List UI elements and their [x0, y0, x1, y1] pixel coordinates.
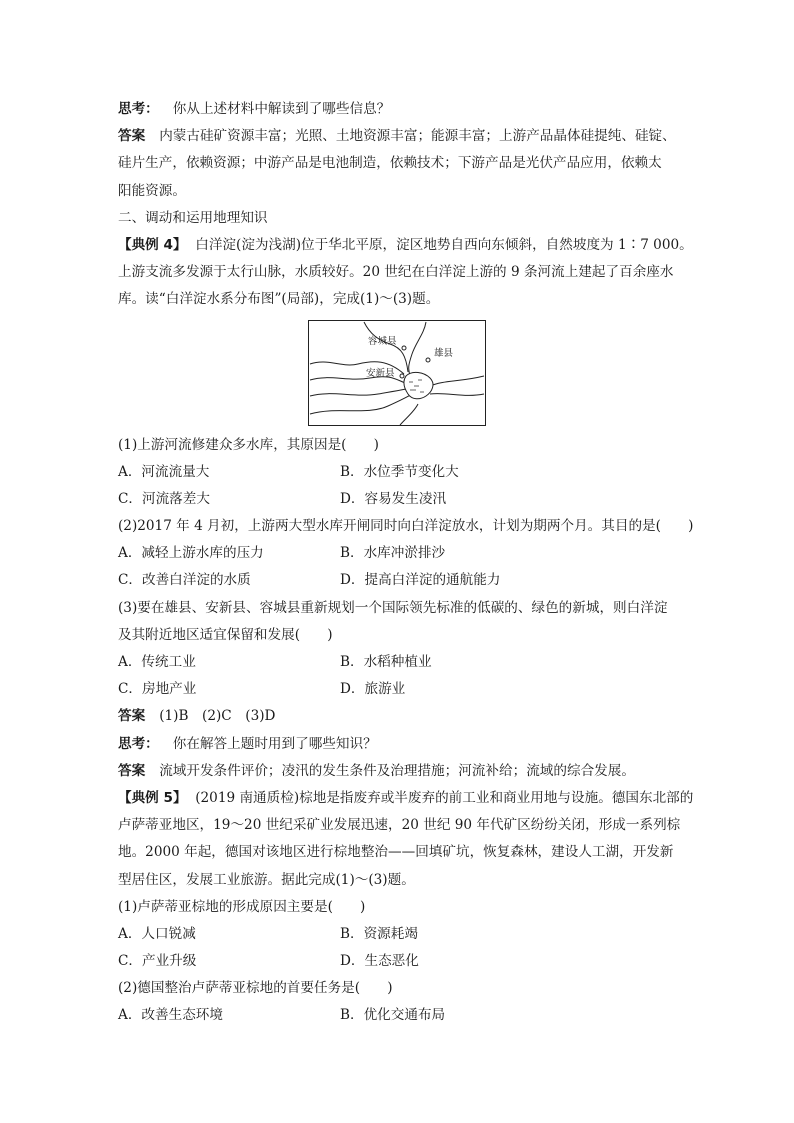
town-marker: [402, 346, 406, 350]
example-5-text: (2019 南通质检)棕地是指废弃或半废弃的前工业和商业用地与设施。德国东北部的: [195, 789, 694, 806]
option: D．提高白洋淀的通航能力: [340, 572, 501, 589]
section-heading: 二、调动和运用地理知识: [118, 209, 268, 226]
answer-1-line-2: 硅片生产，依赖资源；中游产品是电池制造，依赖技术；下游产品是光伏产品应用，依赖太: [118, 155, 662, 172]
option: A．河流流量大: [118, 463, 210, 480]
town-marker: [426, 358, 430, 362]
example-5-line-4: 型居住区，发展工业旅游。据此完成(1)～(3)题。: [118, 871, 415, 888]
answer-1-line-1: [118, 123, 686, 150]
option: D．旅游业: [340, 681, 406, 698]
think-text: 你在解答上题时用到了哪些知识？: [172, 735, 377, 752]
example-4-line-2: 上游支流多发源于太行山脉，水质较好。20 世纪在白洋淀上游的 9 条河流上建起了百余座水: [118, 264, 674, 281]
option: A．减轻上游水库的压力: [118, 545, 264, 562]
ex4-q3-stem-line-2: 及其附近地区适宜保留和发展( ): [118, 626, 333, 643]
option: B．资源耗竭: [340, 925, 418, 942]
think-question-1: [118, 96, 686, 123]
think-label: 思考：: [118, 101, 159, 117]
ex4-q1-stem: (1)上游河流修建众多水库，其原因是( ): [118, 436, 379, 453]
ex4-q2-options-row-2: [118, 567, 686, 594]
ex4-q3-stem-line-1: (3)要在雄县、安新县、容城县重新规划一个国际领先标准的低碳的、绿色的新城，则白洋淀: [118, 599, 668, 616]
ex5-q2-stem: (2)德国整治卢萨蒂亚棕地的首要任务是( ): [118, 980, 393, 997]
option: D．容易发生凌汛: [340, 490, 447, 507]
example-5-line-1: [118, 785, 694, 812]
example-5-line-2: 卢萨蒂亚地区，19～20 世纪采矿业发展迅速，20 世纪 90 年代矿区纷纷关闭，形成一系列棕: [118, 817, 681, 834]
example-4-line-1: [118, 232, 693, 259]
example-5-tag: 【典例 5】: [118, 789, 187, 806]
option: B．优化交通布局: [340, 1007, 446, 1024]
ex5-q1-options-row-1: [118, 921, 686, 948]
option: B．水库冲淤排沙: [340, 545, 446, 562]
option: D．生态恶化: [340, 953, 419, 970]
example-4-line-3: 库。读“白洋淀水系分布图”(局部)，完成(1)～(3)题。: [118, 291, 440, 308]
ex4-q1-options-row-1: [118, 459, 686, 486]
ex5-q1-stem: (1)卢萨蒂亚棕地的形成原因主要是( ): [118, 898, 366, 915]
option: A．改善生态环境: [118, 1007, 223, 1024]
example-4-text: 白洋淀(淀为浅湖)位于华北平原，淀区地势自西向东倾斜，自然坡度为 1∶7 000。: [195, 236, 693, 253]
baiyangdian-river-map: [308, 320, 486, 426]
ex4-q3-options-row-2: [118, 676, 686, 703]
map-figure: [118, 316, 686, 428]
option: A．人口锐减: [118, 925, 196, 942]
document-page: [118, 96, 694, 1030]
answer-text: 流域开发条件评价；凌汛的发生条件及治理措施；河流补给；流域的综合发展。: [159, 762, 635, 779]
answer-1-line-3: 阳能资源。: [118, 182, 186, 199]
option: C．河流落差大: [118, 490, 210, 507]
option: C．房地产业: [118, 681, 197, 698]
ex4-q2-options-row-1: [118, 540, 686, 567]
answer-label: 答案: [118, 128, 146, 145]
ex5-q2-options-row-1: [118, 1002, 686, 1029]
option: C．改善白洋淀的水质: [118, 572, 251, 589]
ex4-q3-options-row-1: [118, 649, 686, 676]
option: C．产业升级: [118, 953, 197, 970]
think-question-2: [118, 731, 686, 758]
think-label: 思考：: [118, 735, 159, 752]
map-label-anxin: 安新县: [366, 367, 395, 379]
option: B．水位季节变化大: [340, 463, 459, 480]
ex5-q1-options-row-2: [118, 948, 686, 975]
map-label-rongcheng: 容城县: [368, 335, 397, 347]
example-4-tag: 【典例 4】: [118, 236, 187, 253]
example-4-answer: [118, 703, 686, 730]
option: A．传统工业: [118, 654, 196, 670]
answer-label: 答案: [118, 762, 146, 779]
answer-text: 内蒙古硅矿资源丰富；光照、土地资源丰富；能源丰富；上游产品晶体硅提纯、硅锭、: [159, 128, 676, 145]
example-5-line-3: 地。2000 年起，德国对该地区进行棕地整治——回填矿坑，恢复森林，建设人工湖，开发新: [118, 844, 674, 861]
answer-text: (1)B (2)C (3)D: [159, 708, 276, 725]
answer-label: 答案: [118, 708, 146, 725]
map-label-xiongxian: 雄县: [434, 347, 454, 359]
think-text: 你从上述材料中解读到了哪些信息？: [172, 101, 391, 117]
answer-2: [118, 758, 686, 785]
ex4-q2-stem: (2)2017 年 4 月初，上游两大型水库开闸同时向白洋淀放水，计划为期两个月。其目的是( ): [118, 518, 694, 535]
ex4-q1-options-row-2: [118, 486, 686, 513]
town-marker: [400, 374, 404, 378]
option: B．水稻种植业: [340, 654, 432, 670]
